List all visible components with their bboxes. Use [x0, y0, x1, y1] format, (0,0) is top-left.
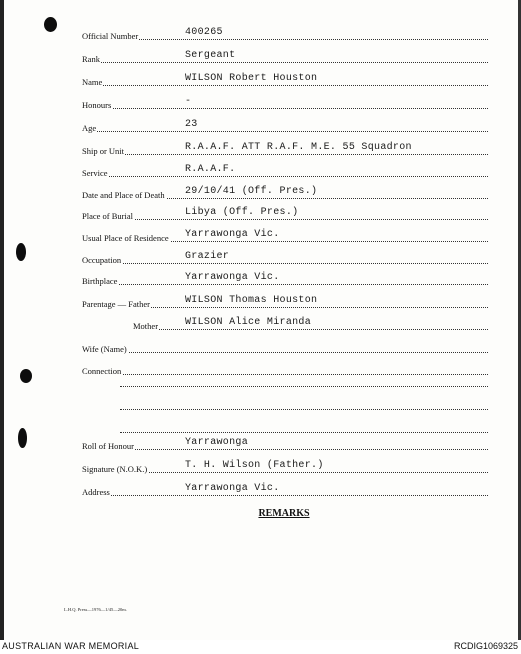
- row-mother: [0, 313, 521, 333]
- birthplace-value: Yarrawonga Vic.: [185, 272, 280, 283]
- dotted-line: [82, 39, 488, 40]
- service-value: R.A.A.F.: [185, 164, 236, 175]
- ship-or-unit-label: Ship or Unit: [82, 146, 125, 156]
- roll-of-honour-label: Roll of Honour: [82, 441, 134, 451]
- dotted-line: [133, 329, 488, 330]
- dotted-line: [82, 131, 488, 132]
- name-label: Name: [82, 77, 103, 87]
- official-number-value: 400265: [185, 27, 223, 38]
- dotted-line: [82, 62, 488, 63]
- row-service: [0, 160, 521, 180]
- occupation-value: Grazier: [185, 251, 230, 262]
- dotted-line: [82, 449, 488, 450]
- row-birthplace: [0, 268, 521, 288]
- row-place-of-burial: [0, 203, 521, 223]
- dotted-line: [82, 374, 488, 375]
- connection-extra-line: [120, 409, 488, 410]
- row-usual-residence: [0, 225, 521, 245]
- row-wife: [0, 336, 521, 356]
- rank-value: Sergeant: [185, 50, 236, 61]
- row-official-number: [0, 23, 521, 43]
- name-value: WILSON Robert Houston: [185, 73, 318, 84]
- row-connection: [0, 358, 521, 378]
- row-occupation: [0, 247, 521, 267]
- printer-imprint: L.H.Q. Press—1976—1/45—20m.: [64, 607, 127, 612]
- roll-of-honour-value: Yarrawonga: [185, 437, 249, 448]
- row-honours: [0, 92, 521, 112]
- age-value: 23: [185, 119, 198, 130]
- dotted-line: [82, 154, 488, 155]
- age-label: Age: [82, 123, 97, 133]
- occupation-label: Occupation: [82, 255, 122, 265]
- place-of-burial-label: Place of Burial: [82, 211, 133, 221]
- row-date-place-death: [0, 182, 521, 202]
- mother-value: WILSON Alice Miranda: [185, 317, 312, 328]
- dotted-line: [82, 495, 488, 496]
- usual-residence-value: Yarrawonga Vic.: [185, 229, 280, 240]
- date-place-death-value: 29/10/41 (Off. Pres.): [185, 186, 318, 197]
- dotted-line: [82, 263, 488, 264]
- archive-name: AUSTRALIAN WAR MEMORIAL: [2, 641, 140, 651]
- dotted-line: [82, 284, 488, 285]
- service-label: Service: [82, 168, 108, 178]
- address-value: Yarrawonga Vic.: [185, 483, 280, 494]
- father-value: WILSON Thomas Houston: [185, 295, 318, 306]
- dotted-line: [82, 108, 488, 109]
- address-label: Address: [82, 487, 110, 497]
- mother-label: Mother: [133, 321, 159, 331]
- record-id: RCDIG1069325: [453, 641, 518, 651]
- archive-footer: [0, 640, 521, 654]
- dotted-line: [82, 352, 488, 353]
- row-age: [0, 115, 521, 135]
- dotted-line: [82, 219, 488, 220]
- place-of-burial-value: Libya (Off. Pres.): [185, 207, 299, 218]
- usual-residence-label: Usual Place of Residence: [82, 233, 169, 243]
- honours-label: Honours: [82, 100, 112, 110]
- row-name: [0, 69, 521, 89]
- official-number-label: Official Number: [82, 31, 139, 41]
- honours-value: -: [185, 96, 192, 107]
- row-signature: [0, 456, 521, 476]
- date-place-death-label: Date and Place of Death: [82, 190, 165, 200]
- dotted-line: [82, 176, 488, 177]
- birthplace-label: Birthplace: [82, 276, 118, 286]
- connection-extra-line: [120, 386, 488, 387]
- row-rank: [0, 46, 521, 66]
- signature-value: T. H. Wilson (Father.): [185, 460, 324, 471]
- ship-or-unit-value: R.A.A.F. ATT R.A.F. M.E. 55 Squadron: [185, 142, 412, 153]
- row-roll-of-honour: [0, 433, 521, 453]
- remarks-heading: REMARKS: [258, 508, 310, 519]
- rank-label: Rank: [82, 54, 100, 64]
- row-father: [0, 291, 521, 311]
- dotted-line: [82, 85, 488, 86]
- row-address: [0, 479, 521, 499]
- row-ship-or-unit: [0, 138, 521, 158]
- father-label: Parentage — Father: [82, 299, 150, 309]
- connection-label: Connection: [82, 366, 122, 376]
- wife-label: Wife (Name): [82, 344, 127, 354]
- signature-label: Signature (N.O.K.): [82, 464, 148, 474]
